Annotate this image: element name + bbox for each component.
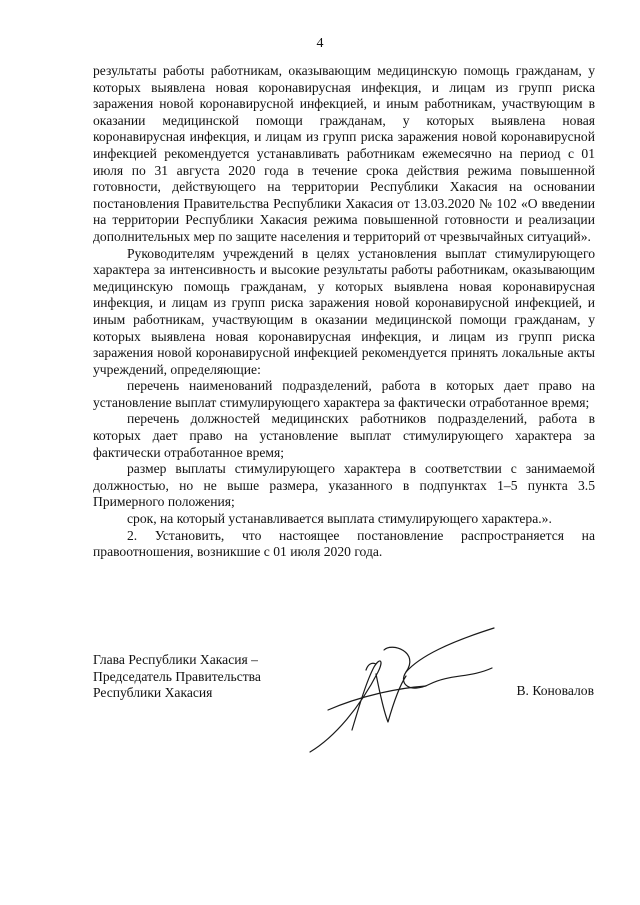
signatory-title-line: Глава Республики Хакасия –: [93, 652, 258, 667]
signatory-title-line: Республики Хакасия: [93, 685, 213, 701]
paragraph-list-item: перечень должностей медицинских работников подразделений, работа в которых дает право на установление выплат стимулирующего характера за фактически отработанное время;: [93, 411, 595, 460]
signature-stroke: [406, 628, 494, 672]
paragraph-clause-2: 2. Установить, что настоящее постановление распространяется на правоотношения, возникшие с 01 июля 2020 года.: [93, 527, 595, 560]
paragraph-list-item: перечень наименований подразделений, работа в которых дает право на установление выплат стимулирующего характера за фактически отработанное время;: [93, 378, 595, 410]
signatory-title-line: Председатель Правительства: [93, 668, 261, 684]
signature-stroke: [384, 647, 492, 688]
paragraph-recommendation: Руководителям учреждений в целях установления выплат стимулирующего характера за интенсивность и высокие результаты работы работникам, оказывающим медицинскую помощь гражданам, у которых выявлена новая коронавирусная инфекция, и лицам из групп риска заражения новой коронавирусной инфекцией, и иным работникам, участвующим в оказании медицинской помощи гражданам, у которых выявлена новая коронавирусная инфекция, и лицам из групп риска заражения новой коронавирусной инфекцией рекомендуется принять локальные акты учреждений, определяющие:: [93, 245, 595, 377]
paragraph-list-item: срок, на который устанавливается выплата стимулирующего характера.».: [127, 511, 552, 527]
document-body: [93, 63, 595, 561]
signature-stroke: [310, 661, 381, 752]
signature-stroke: [328, 686, 426, 710]
signatory-name: В. Коновалов: [516, 683, 594, 698]
page-number: 4: [316, 36, 324, 51]
signature-stroke: [376, 674, 406, 722]
paragraph-continuation: результаты работы работникам, оказывающим медицинскую помощь гражданам, у которых выявлена новая коронавирусная инфекция, и лицам из групп риска заражения новой коронавирусной инфекцией, и иным работникам, участвующим в оказании медицинской помощи гражданам, у которых выявлена новая коронавирусная инфекция, и лицам из групп риска заражения новой коронавирусной инфекцией рекомендуется устанавливать работникам ежемесячно на период с 01 июля по 31 августа 2020 года в течение срока действия режима повышенной готовности, действующего на территории Республики Хакасия на основании постановления Правительства Республики Хакасия от 13.03.2020 № 102 «О введении на территории Республики Хакасия режима повышенной готовности и реализации дополнительных мер по защите населения и территорий от чрезвычайных ситуаций».: [93, 63, 595, 244]
handwritten-signature: [280, 612, 510, 762]
paragraph-list-item: размер выплаты стимулирующего характера в соответствии с занимаемой должностью, но не выше размера, указанного в подпунктах 1–5 пункта 3.5 Примерного положения;: [93, 461, 595, 510]
